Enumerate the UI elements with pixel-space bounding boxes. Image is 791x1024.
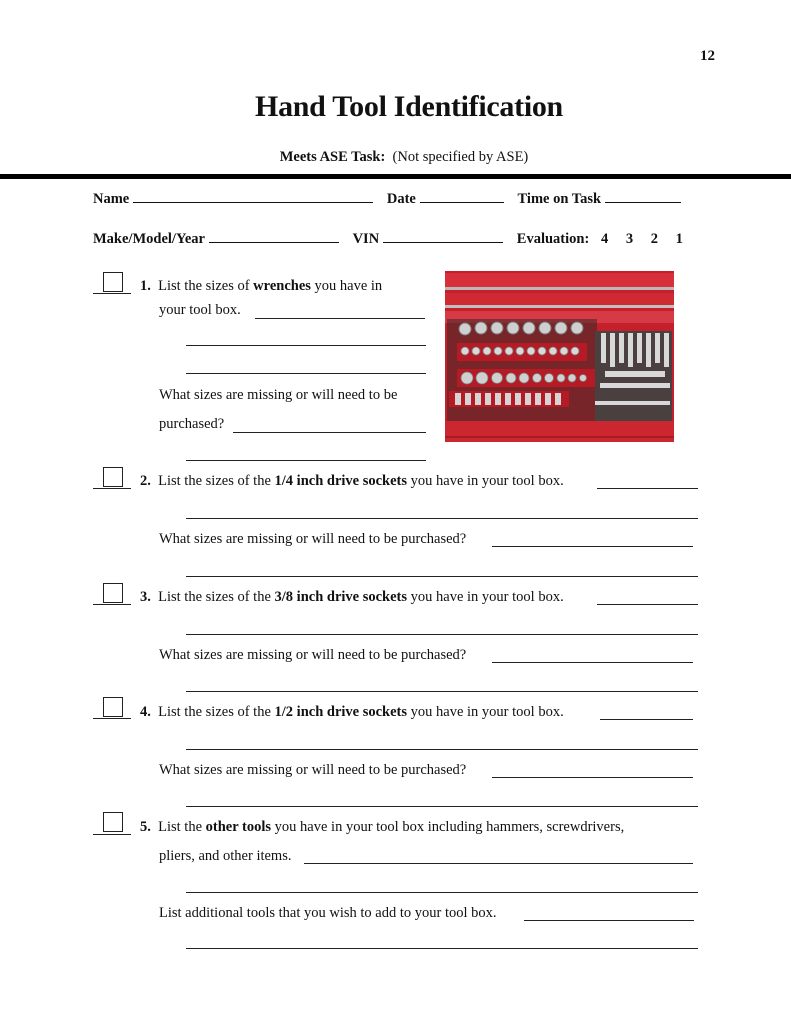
score-line-3 [93, 604, 131, 605]
time-on-task-field[interactable] [605, 188, 681, 203]
question-3-followup: What sizes are missing or will need to be purchased? [159, 647, 467, 663]
question-5-text-line2: pliers, and other items. [159, 848, 292, 864]
answer-line-4b[interactable] [186, 749, 698, 750]
vin-label: VIN [352, 231, 380, 247]
vin-field[interactable] [383, 228, 503, 243]
date-field[interactable] [420, 188, 504, 203]
student-info-row [93, 188, 685, 208]
answer-line-5d[interactable] [186, 948, 698, 949]
answer-line-3a[interactable] [597, 604, 698, 605]
answer-line-1b[interactable] [186, 345, 426, 346]
question-1-followup-line2: purchased? [159, 416, 225, 432]
toolbox-photo [445, 271, 674, 442]
make-model-year-label: Make/Model/Year [93, 231, 205, 247]
score-line-5 [93, 834, 131, 835]
checkbox-4[interactable] [103, 697, 123, 717]
question-4-followup: What sizes are missing or will need to be purchased? [159, 762, 467, 778]
answer-line-2c[interactable] [492, 546, 693, 547]
answer-line-1a[interactable] [255, 318, 425, 319]
checkbox-5[interactable] [103, 812, 123, 832]
vehicle-info-row [93, 228, 683, 248]
answer-line-5b[interactable] [186, 892, 698, 893]
time-on-task-label: Time on Task [517, 191, 602, 207]
answer-line-2a[interactable] [597, 488, 698, 489]
score-line-1 [93, 293, 131, 294]
answer-line-2b[interactable] [186, 518, 698, 519]
answer-line-4d[interactable] [186, 806, 698, 807]
score-line-2 [93, 488, 131, 489]
question-2-followup: What sizes are missing or will need to be purchased? [159, 531, 467, 547]
score-line-4 [93, 718, 131, 719]
question-3-text: 3. List the sizes of the 3/8 inch drive sockets you have in your tool box. [140, 589, 564, 605]
make-model-year-field[interactable] [209, 228, 339, 243]
page-title: Hand Tool Identification [255, 90, 563, 123]
evaluation-score-3[interactable]: 3 [625, 231, 634, 247]
answer-line-5c[interactable] [524, 920, 694, 921]
answer-line-3c[interactable] [492, 662, 693, 663]
toolbox-image-icon [445, 271, 674, 442]
ase-task-label: Meets ASE Task: [279, 149, 386, 165]
name-label: Name [93, 191, 130, 207]
date-label: Date [386, 191, 416, 207]
checkbox-2[interactable] [103, 467, 123, 487]
answer-line-3b[interactable] [186, 634, 698, 635]
question-1-followup: What sizes are missing or will need to be [159, 387, 398, 403]
answer-line-4c[interactable] [492, 777, 693, 778]
answer-line-3d[interactable] [186, 691, 698, 692]
checkbox-3[interactable] [103, 583, 123, 603]
checkbox-1[interactable] [103, 272, 123, 292]
name-field[interactable] [133, 188, 373, 203]
answer-line-1e[interactable] [186, 460, 426, 461]
evaluation-score-2[interactable]: 2 [650, 231, 658, 247]
question-4-text: 4. List the sizes of the 1/2 inch drive sockets you have in your tool box. [140, 704, 564, 720]
ase-task-line [0, 149, 791, 166]
answer-line-4a[interactable] [600, 719, 693, 720]
question-5-text: 5. List the other tools you have in your tool box including hammers, screwdrivers, [140, 819, 625, 835]
answer-line-2d[interactable] [186, 576, 698, 577]
answer-line-1d[interactable] [233, 432, 426, 433]
evaluation-score-1[interactable]: 1 [675, 231, 683, 247]
page-number: 12 [700, 48, 715, 64]
header-divider [0, 174, 791, 179]
ase-task-value: (Not specified by ASE) [392, 149, 529, 165]
answer-line-5a[interactable] [304, 863, 693, 864]
question-1-text: 1. List the sizes of wrenches you have in [140, 278, 383, 294]
question-2-text: 2. List the sizes of the 1/4 inch drive sockets you have in your tool box. [140, 473, 564, 489]
evaluation-label: Evaluation: [516, 231, 590, 247]
question-5-followup: List additional tools that you wish to add to your tool box. [159, 905, 497, 921]
evaluation-score-4[interactable]: 4 [600, 231, 609, 247]
answer-line-1c[interactable] [186, 373, 426, 374]
question-1-text-line2: your tool box. [159, 302, 241, 318]
